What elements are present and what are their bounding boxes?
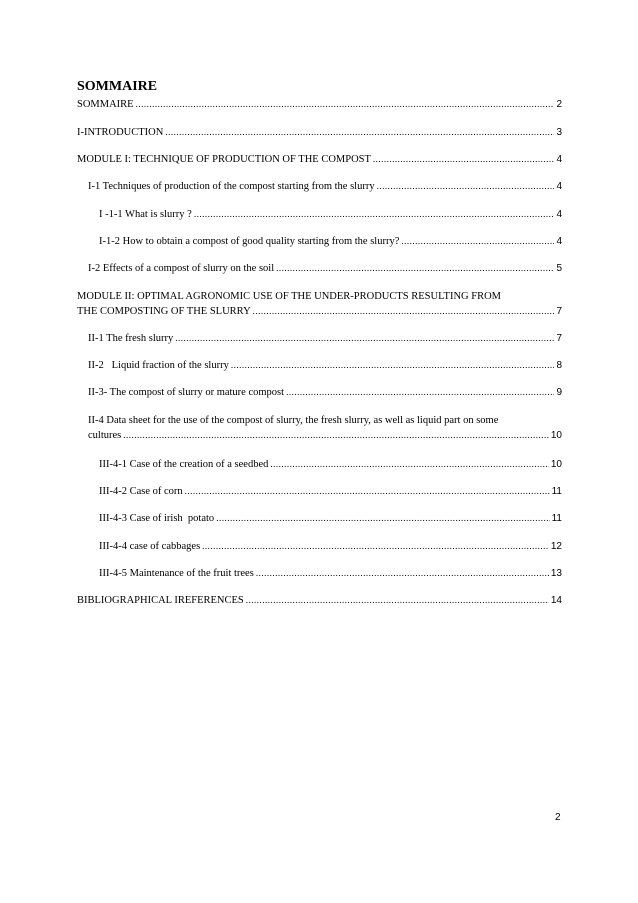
toc-entry[interactable] <box>99 511 562 526</box>
toc-entry-title: III-4-5 Maintenance of the fruit trees <box>99 568 254 579</box>
toc-entry-title: III-4-2 Case of corn <box>99 486 183 497</box>
toc-leader-dots <box>175 331 554 346</box>
toc-entry[interactable] <box>77 593 562 608</box>
toc-entry-page: 12 <box>550 541 562 552</box>
toc-entry-title-line2: cultures <box>88 430 122 441</box>
toc-entry-page: 11 <box>551 486 562 497</box>
toc-entry[interactable] <box>88 413 562 443</box>
toc-entry[interactable] <box>77 152 562 167</box>
toc-entry-page: 10 <box>550 459 562 470</box>
toc-entry-title: II-3- The compost of slurry or mature compost <box>88 387 285 398</box>
toc-entry-page: 4 <box>556 209 562 220</box>
toc-entry-title: I-INTRODUCTION <box>77 127 164 138</box>
toc-entry-title: II-1 The fresh slurry <box>88 333 174 344</box>
toc-leader-dots <box>377 179 555 194</box>
toc-entry-page: 5 <box>556 263 562 274</box>
toc-leader-dots <box>165 125 554 140</box>
toc-leader-dots <box>216 511 549 526</box>
toc-leader-dots <box>286 385 554 400</box>
toc-entry[interactable] <box>99 457 562 472</box>
toc-leader-dots <box>270 457 548 472</box>
toc-entry[interactable] <box>88 358 562 373</box>
toc-entry-page: 13 <box>550 568 562 579</box>
toc-entry-title: SOMMAIRE <box>77 99 134 110</box>
toc-leader-dots <box>185 484 550 499</box>
toc-entry-page: 2 <box>556 99 562 110</box>
toc-leader-dots <box>202 539 549 554</box>
toc-entry-title: III-4-4 case of cabbages <box>99 541 201 552</box>
toc-leader-dots <box>276 261 554 276</box>
toc-entry-title: I -1-1 What is slurry ? <box>99 209 192 220</box>
toc-entry[interactable] <box>77 125 562 140</box>
page-title: SOMMAIRE <box>77 79 158 94</box>
toc-entry-title-line1: MODULE II: OPTIMAL AGRONOMIC USE OF THE UNDER-PRODUCTS RESULTING FROM <box>77 291 502 302</box>
toc-entry-title: MODULE I: TECHNIQUE OF PRODUCTION OF THE COMPOST <box>77 154 371 165</box>
toc-entry-page: 7 <box>556 306 562 317</box>
toc-leader-dots <box>256 566 549 581</box>
toc-entry-title: III-4-3 Case of irish potato <box>99 513 215 524</box>
toc-leader-dots <box>136 97 555 112</box>
toc-entry[interactable] <box>88 179 562 194</box>
toc-entry-title: I-1 Techniques of production of the compost starting from the slurry <box>88 181 375 192</box>
toc-leader-dots <box>123 428 549 443</box>
toc-entry-title: II-2 Liquid fraction of the slurry <box>88 360 229 371</box>
toc-entry[interactable] <box>77 97 562 112</box>
footer-page-number: 2 <box>555 812 561 823</box>
toc-entry[interactable] <box>88 261 562 276</box>
toc-entry-page: 7 <box>556 333 562 344</box>
toc-entry-page: 9 <box>556 387 562 398</box>
toc-entry-page: 4 <box>556 154 562 165</box>
toc-entry-title: BIBLIOGRAPHICAL IREFERENCES <box>77 595 244 606</box>
toc-leader-dots <box>194 207 555 222</box>
toc-leader-dots <box>401 234 554 249</box>
toc-entry-title: III-4-1 Case of the creation of a seedbed <box>99 459 269 470</box>
toc-entry-title: I-1-2 How to obtain a compost of good quality starting from the slurry? <box>99 236 400 247</box>
toc-entry-page: 3 <box>556 127 562 138</box>
toc-entry[interactable] <box>88 385 562 400</box>
toc-entry[interactable] <box>99 566 562 581</box>
toc-entry-title-line2: THE COMPOSTING OF THE SLURRY <box>77 306 251 317</box>
toc-entry[interactable] <box>99 539 562 554</box>
toc-entry-page: 10 <box>550 430 562 441</box>
toc-leader-dots <box>253 304 555 319</box>
toc-entry[interactable] <box>77 289 562 319</box>
toc-leader-dots <box>246 593 549 608</box>
toc-entry[interactable] <box>99 234 562 249</box>
toc-entry[interactable] <box>88 331 562 346</box>
toc-entry[interactable] <box>99 484 562 499</box>
toc-entry-page: 4 <box>556 236 562 247</box>
toc-leader-dots <box>373 152 555 167</box>
toc-entry-title: I-2 Effects of a compost of slurry on the soil <box>88 263 275 274</box>
toc-entry-page: 14 <box>550 595 562 606</box>
toc-entry-page: 4 <box>556 181 562 192</box>
toc-entry-page: 8 <box>556 360 562 371</box>
toc-leader-dots <box>231 358 555 373</box>
toc-entry-title-line1: II-4 Data sheet for the use of the compost of slurry, the fresh slurry, as well as liquid part on some <box>88 415 499 426</box>
toc-entry-page: 11 <box>551 513 562 524</box>
toc-entry[interactable] <box>99 207 562 222</box>
